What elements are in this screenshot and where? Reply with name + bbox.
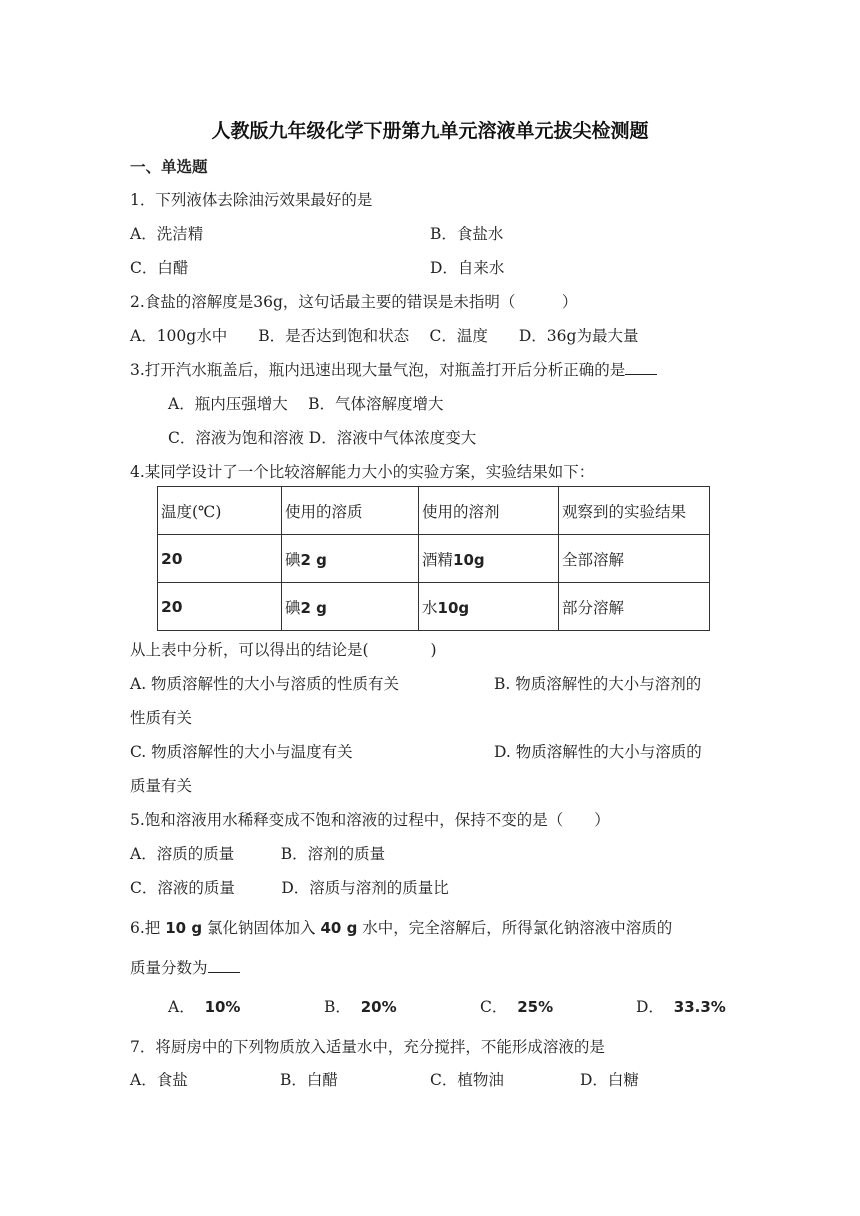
option-label: C． (480, 998, 508, 1016)
solute-amount: 2 g (300, 550, 327, 569)
q6-option-b (324, 996, 397, 1018)
page-title: 人教版九年级化学下册第九单元溶液单元拔尖检测题 (211, 120, 649, 142)
q6-stem-line (130, 917, 672, 939)
table-row (158, 583, 710, 631)
q3-stem: 3.打开汽水瓶盖后，瓶内迅速出现大量气泡，对瓶盖打开后分析正确的是 (130, 361, 626, 379)
cell-result: 部分溶解 (559, 583, 710, 631)
q4-follow: 从上表中分析，可以得出的结论是( ) (130, 641, 437, 659)
q5-stem: 5.饱和溶液用水稀释变成不饱和溶液的过程中，保持不变的是（ ） (130, 811, 610, 829)
cell-temperature: 20 (158, 583, 282, 631)
table-row (158, 535, 710, 583)
q2-stem: 2.食盐的溶解度是36g，这句话最主要的错误是未指明（ ） (130, 293, 578, 311)
solvent-name: 水 (422, 598, 438, 617)
q1-stem: 1．下列液体去除油污效果最好的是 (130, 191, 373, 209)
q6-text: 水中，完全溶解后，所得氯化钠溶液中溶质的 (362, 919, 673, 937)
cell-solvent (419, 583, 559, 631)
q6-mass-water: 40 g (320, 919, 358, 937)
q6-option-a (168, 996, 240, 1018)
q4-option-d: D. 物质溶解性的大小与溶质的 (494, 743, 702, 761)
q7-option-d: D．白糖 (580, 1071, 639, 1089)
solvent-amount: 10g (453, 550, 485, 569)
header-solvent: 使用的溶剂 (419, 487, 559, 535)
solute-amount: 2 g (300, 598, 327, 617)
q4-option-a: A. 物质溶解性的大小与溶质的性质有关 (130, 675, 400, 693)
section-heading: 一、单选题 (130, 158, 208, 176)
option-label: D． (636, 998, 664, 1016)
q4-option-b: B. 物质溶解性的大小与溶剂的 (494, 675, 702, 693)
q6-stem-line2 (130, 957, 240, 979)
solute-name: 碘 (285, 550, 301, 569)
q6-text: 质量分数为 (130, 959, 208, 977)
option-value: 20% (360, 998, 397, 1016)
q6-option-d (636, 996, 726, 1018)
solute-name: 碘 (285, 598, 301, 617)
q7-option-b: B．白醋 (280, 1071, 338, 1089)
answer-blank (625, 360, 657, 375)
q4-stem: 4.某同学设计了一个比较溶解能力大小的实验方案，实验结果如下： (130, 463, 595, 481)
q1-option-a: A．洗洁精 (130, 225, 204, 243)
q5-options-row2: C．溶液的质量 D．溶质与溶剂的质量比 (130, 879, 449, 897)
q7-option-a: A．食盐 (130, 1071, 188, 1089)
cell-solute (282, 535, 419, 583)
q3-options-row2: C．溶液为饱和溶液 D．溶液中气体浓度变大 (168, 429, 477, 447)
q5-options-row1: A．溶质的质量 B．溶剂的质量 (130, 845, 386, 863)
option-value: 25% (517, 998, 554, 1016)
answer-blank (208, 958, 240, 973)
q6-mass-solute: 10 g (165, 919, 203, 937)
cell-solvent (419, 535, 559, 583)
table-header-row (158, 487, 710, 535)
option-label: B． (324, 998, 351, 1016)
header-solute: 使用的溶质 (282, 487, 419, 535)
option-value: 33.3% (673, 998, 726, 1016)
q1-option-b: B．食盐水 (430, 225, 504, 243)
q4-option-d-cont: 质量有关 (130, 777, 193, 795)
option-label: A． (168, 998, 195, 1016)
q6-text: 6.把 (130, 919, 161, 937)
q1-option-c: C．白醋 (130, 259, 189, 277)
option-value: 10% (204, 998, 241, 1016)
experiment-table (157, 486, 710, 631)
q6-text: 氯化钠固体加入 (207, 919, 316, 937)
q4-option-b-cont: 性质有关 (130, 709, 193, 727)
q7-option-c: C．植物油 (430, 1071, 504, 1089)
solvent-name: 酒精 (422, 550, 454, 569)
solvent-amount: 10g (437, 598, 470, 617)
q3-stem-line (130, 359, 657, 381)
q7-stem: 7．将厨房中的下列物质放入适量水中，充分搅拌，不能形成溶液的是 (130, 1038, 605, 1056)
q4-option-c: C. 物质溶解性的大小与温度有关 (130, 743, 353, 761)
cell-temperature: 20 (158, 535, 282, 583)
header-result: 观察到的实验结果 (559, 487, 710, 535)
header-temperature: 温度(℃) (158, 487, 282, 535)
cell-result: 全部溶解 (559, 535, 710, 583)
cell-solute (282, 583, 419, 631)
q6-option-c (480, 996, 553, 1018)
q3-options-row1: A．瓶内压强增大 B．气体溶解度增大 (168, 395, 444, 413)
q2-options: A．100g水中 B．是否达到饱和状态 C．温度 D．36g为最大量 (130, 327, 639, 345)
q1-option-d: D．自来水 (430, 259, 505, 277)
